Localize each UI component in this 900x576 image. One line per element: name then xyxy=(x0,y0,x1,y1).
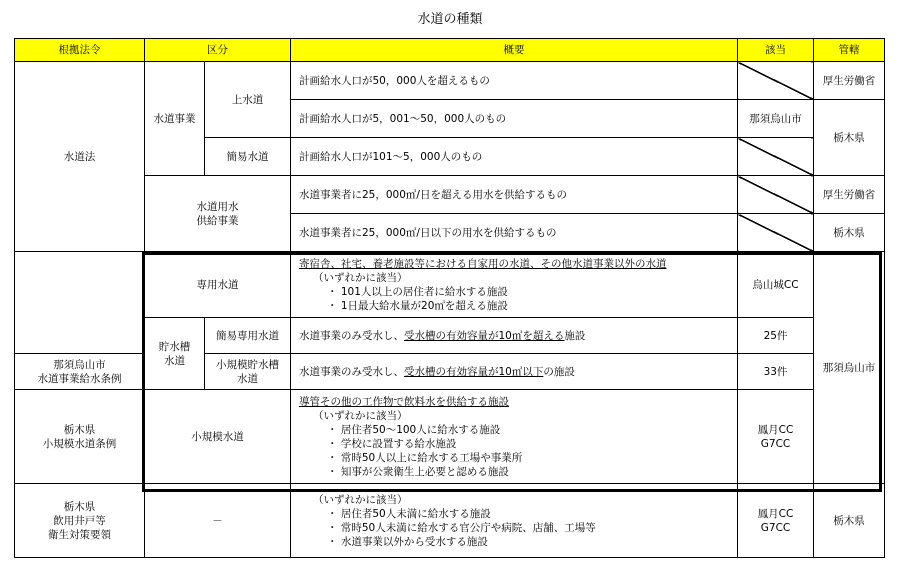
law-blank xyxy=(15,252,145,354)
applicable-cell: 33件 xyxy=(738,354,814,390)
water-types-table xyxy=(14,38,885,558)
table-row xyxy=(15,484,885,558)
category-simple-water: 簡易水道 xyxy=(205,138,291,176)
table-row xyxy=(15,252,885,318)
text-part: 水道事業のみ受水し、 xyxy=(299,329,404,342)
applicable-cell: 鳳月CC G7CC xyxy=(738,390,814,484)
bullet-item: ・ 学校に設置する給水施設 xyxy=(327,437,457,450)
overview-cell xyxy=(291,484,738,558)
law-pref-well: 栃木県 飲用井戸等 衛生対策要領 xyxy=(15,484,145,558)
table-row xyxy=(15,390,885,484)
na-cell xyxy=(738,62,814,100)
header-category: 区分 xyxy=(145,39,291,62)
bullet-item: ・ 1日最大給水量が20㎥を超える施設 xyxy=(327,299,508,312)
overview-note: （いずれかに該当） xyxy=(313,493,408,506)
law-pref-small: 栃木県 小規模水道条例 xyxy=(15,390,145,484)
bullet-item: ・ 知事が公衆衛生上必要と認める施設 xyxy=(327,465,509,478)
law-city: 那須烏山市 水道事業給水条例 xyxy=(15,354,145,390)
category-none: － xyxy=(145,484,291,558)
header-jurisdiction: 管轄 xyxy=(814,39,885,62)
na-cell xyxy=(738,176,814,214)
overview-heading: 寄宿舎、社宅、養老施設等における自家用の水道、その他水道事業以外の水道 xyxy=(299,257,667,270)
category-upper-water: 上水道 xyxy=(205,62,291,138)
overview-cell: 計画給水人口が5，001～50，000人のもの xyxy=(291,100,738,138)
text-part: 水道事業のみ受水し、 xyxy=(299,365,404,378)
category-bulk-supply: 水道用水 供給事業 xyxy=(145,176,291,252)
overview-cell: 計画給水人口が101～5，000人のもの xyxy=(291,138,738,176)
text-part: 施設 xyxy=(564,329,586,342)
category-private-water: 専用水道 xyxy=(145,252,291,318)
overview-note: （いずれかに該当） xyxy=(313,271,408,284)
law-water: 水道法 xyxy=(15,62,145,252)
overview-note: （いずれかに該当） xyxy=(313,409,408,422)
text-part-underlined: 受水槽の有効容量が10㎥を超える xyxy=(404,329,565,342)
header-overview: 概要 xyxy=(291,39,738,62)
jurisdiction-cell: 厚生労働省 xyxy=(814,62,885,100)
applicable-cell: 25件 xyxy=(738,318,814,354)
table-row xyxy=(15,62,885,100)
header-law: 根拠法令 xyxy=(15,39,145,62)
overview-cell xyxy=(291,354,738,390)
na-cell xyxy=(738,214,814,252)
category-small-tank: 小規模貯水槽 水道 xyxy=(205,354,291,390)
category-tank-water: 貯水槽 水道 xyxy=(145,318,205,390)
text-part: の施設 xyxy=(543,365,575,378)
text-part-underlined: 受水槽の有効容量が10㎥以下 xyxy=(404,365,544,378)
table-row xyxy=(15,176,885,214)
overview-cell: 水道事業者に25，000㎥/日を超える用水を供給するもの xyxy=(291,176,738,214)
applicable-cell: 鳳月CC G7CC xyxy=(738,484,814,558)
jurisdiction-cell: 厚生労働省 xyxy=(814,176,885,214)
category-simple-private: 簡易専用水道 xyxy=(205,318,291,354)
header-applicable: 該当 xyxy=(738,39,814,62)
overview-cell: 水道事業者に25，000㎥/日以下の用水を供給するもの xyxy=(291,214,738,252)
table-row xyxy=(15,318,885,354)
jurisdiction-cell: 栃木県 xyxy=(814,100,885,176)
bullet-item: ・ 居住者50人未満に給水する施設 xyxy=(327,507,491,520)
category-small-water: 小規模水道 xyxy=(145,390,291,484)
bullet-item: ・ 常時50人以上に給水する工場や事業所 xyxy=(327,451,523,464)
bullet-item: ・ 水道事業以外から受水する施設 xyxy=(327,535,488,548)
header-row xyxy=(15,39,885,62)
jurisdiction-cell: 栃木県 xyxy=(814,484,885,558)
jurisdiction-cell: 栃木県 xyxy=(814,214,885,252)
jurisdiction-cell: 那須烏山市 xyxy=(814,252,885,484)
overview-cell xyxy=(291,390,738,484)
category-water-business: 水道事業 xyxy=(145,62,205,176)
overview-heading: 導管その他の工作物で飲料水を供給する施設 xyxy=(299,395,509,408)
na-cell xyxy=(738,138,814,176)
overview-cell xyxy=(291,318,738,354)
bullet-item: ・ 居住者50～100人に給水する施設 xyxy=(327,423,501,436)
overview-cell: 計画給水人口が50，000人を超えるもの xyxy=(291,62,738,100)
bullet-item: ・ 常時50人未満に給水する官公庁や病院、店舗、工場等 xyxy=(327,521,596,534)
applicable-cell: 烏山城CC xyxy=(738,252,814,318)
bullet-item: ・ 101人以上の居住者に給水する施設 xyxy=(327,285,508,298)
applicable-cell: 那須烏山市 xyxy=(738,100,814,138)
page-title: 水道の種類 xyxy=(417,12,483,27)
overview-cell xyxy=(291,252,738,318)
